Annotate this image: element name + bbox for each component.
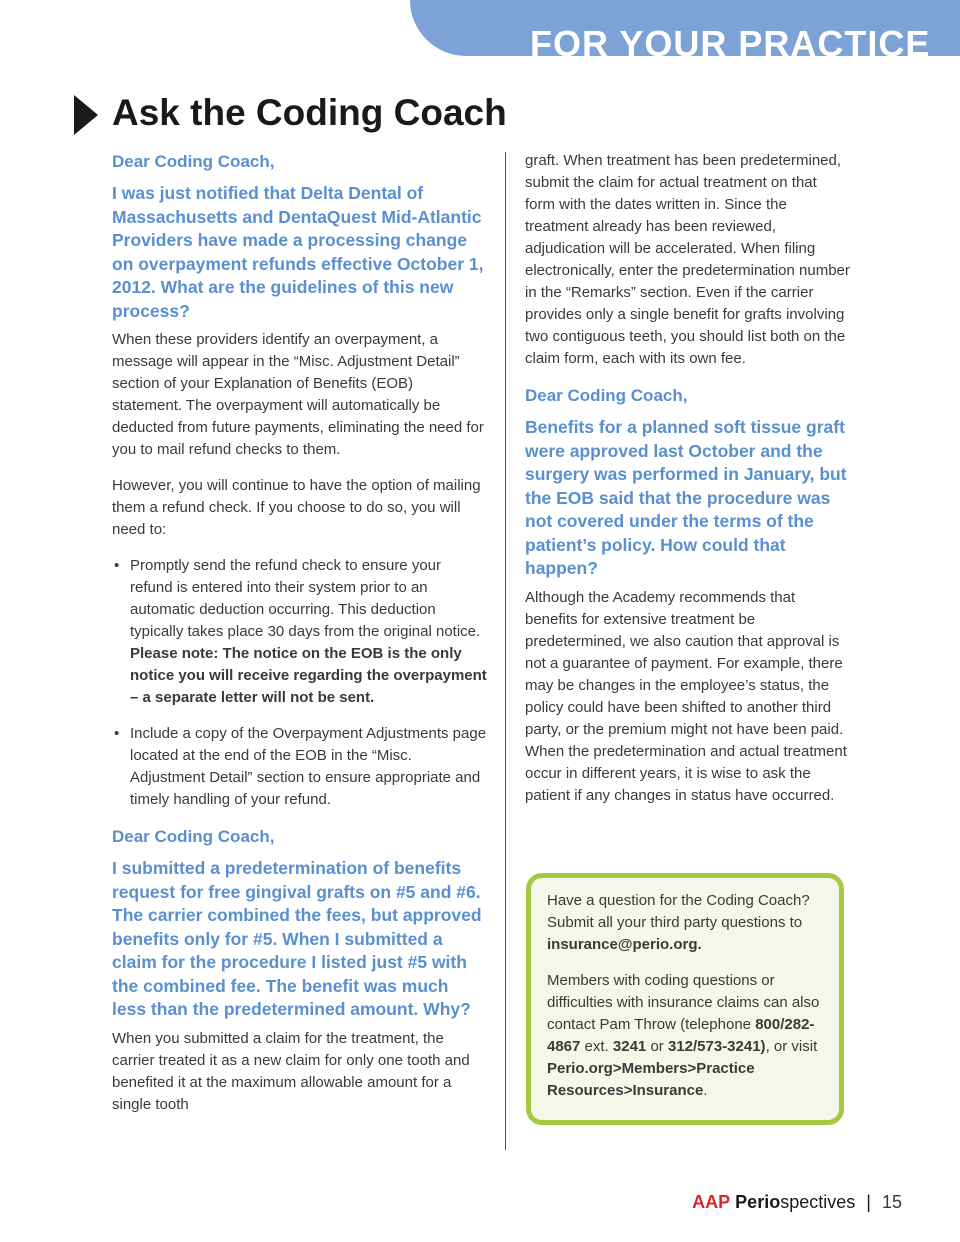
bullet-1-note: Please note: The notice on the EOB is the only notice you will receive regarding the overpayment – a separate letter will not be sent. <box>130 645 487 706</box>
salutation-3: Dear Coding Coach, <box>525 386 688 405</box>
section-banner <box>410 0 960 56</box>
page-number: 15 <box>881 1192 902 1212</box>
column-divider <box>505 152 506 1150</box>
callout-paragraph-1 <box>547 890 823 956</box>
callout-intro: Have a question for the Coding Coach? Submit all your third party questions to <box>547 892 810 931</box>
left-column <box>112 150 487 1130</box>
callout-visit-text: , or visit <box>765 1038 818 1055</box>
bullet-1-text: Promptly send the refund check to ensure your refund is entered into their system prior to an automatic deduction occurring. This deduction typically takes place 30 days from the original notice. <box>130 557 481 640</box>
footer-separator: | <box>866 1192 871 1212</box>
contact-callout-box <box>526 873 844 1125</box>
question-3: Benefits for a planned soft tissue graft were approved last October and the surgery was performed in January, but the EOB said that the procedure was not covered under the terms of the patient’s policy. How could that happen? <box>525 417 847 578</box>
list-item <box>112 723 487 811</box>
callout-email-link[interactable]: insurance@perio.org. <box>547 936 702 953</box>
question-2: I submitted a predetermination of benefits request for free gingival grafts on #5 and #6. The carrier combined the fees, but approved benefits only for #5. When I submitted a claim for the procedure I listed just #5 with the combined fee. The benefit was much less than the predetermined amount. Why? <box>112 858 482 1019</box>
callout-resource-link[interactable]: Perio.org>Members>Practice Resources>Insurance <box>547 1060 755 1099</box>
callout-or-text: or <box>650 1038 664 1055</box>
callout-contact-text: Members with coding questions or difficulties with insurance claims can also contact Pam Throw (telephone <box>547 972 820 1033</box>
callout-phone-2: 312/573-3241) <box>667 1038 766 1055</box>
page-title: Ask the Coding Coach <box>112 92 507 133</box>
answer-1-paragraph-1: When these providers identify an overpayment, a message will appear in the “Misc. Adjustment Detail” section of your Explanation of Benefits (EOB) statement. The overpayment will automatically be deducted from future payments, eliminating the need for you to mail refund checks to them. <box>112 331 484 458</box>
banner-label: FOR YOUR PRACTICE <box>530 23 931 56</box>
title-arrow-icon <box>74 95 98 135</box>
callout-paragraph-2 <box>547 970 823 1102</box>
page-footer <box>692 1192 902 1213</box>
footer-brand-perio: Perio <box>735 1192 781 1212</box>
callout-period: . <box>703 1082 708 1099</box>
callout-phone-1: 800/282-4867 <box>547 1016 815 1055</box>
answer-1-list <box>112 555 487 811</box>
salutation-1: Dear Coding Coach, <box>112 152 275 171</box>
right-column <box>525 150 850 821</box>
bullet-icon: • <box>114 725 120 742</box>
footer-brand-aap: AAP <box>692 1192 731 1212</box>
salutation-2: Dear Coding Coach, <box>112 827 275 846</box>
answer-2-continued: graft. When treatment has been predetermined, submit the claim for actual treatment on that form with the dates written in. Since the treatment already has been reviewed, adjudication will be accelerated. When filing electronically, enter the predetermination number in the “Remarks” section. Even if the carrier provides only a single benefit for grafts involving two contiguous teeth, you should list both on the claim form, each with its own fee. <box>525 152 850 367</box>
list-item <box>112 555 487 709</box>
bullet-icon: • <box>114 557 120 574</box>
callout-ext-label: ext. <box>584 1038 609 1055</box>
answer-2-paragraph-1: When you submitted a claim for the treatment, the carrier treated it as a new claim for only one tooth and benefited it at the maximum allowable amount for a single tooth <box>112 1029 470 1113</box>
answer-1-paragraph-2: However, you will continue to have the option of mailing them a refund check. If you choose to do so, you will need to: <box>112 477 481 538</box>
bullet-2-text: Include a copy of the Overpayment Adjustments page located at the end of the EOB in the “Misc. Adjustment Detail” section to ensure appropriate and timely handling of your refund. <box>130 725 487 808</box>
callout-extension: 3241 <box>612 1038 647 1055</box>
question-1: I was just notified that Delta Dental of Massachusetts and DentaQuest Mid-Atlantic Providers have made a processing change on overpayment refunds effective October 1, 2012. What are the guidelines of this new process? <box>112 183 484 321</box>
footer-brand-spectives: spectives <box>780 1192 856 1212</box>
answer-3-paragraph-1: Although the Academy recommends that benefits for extensive treatment be predetermined, we also caution that approval is not a guarantee of payment. For example, there may be changes in the employee’s status, the policy could have been shifted to another third party, or the premium might not have been paid. When the predetermination and actual treatment occur in different years, it is wise to ask the patient if any changes in status have occurred. <box>525 588 847 804</box>
